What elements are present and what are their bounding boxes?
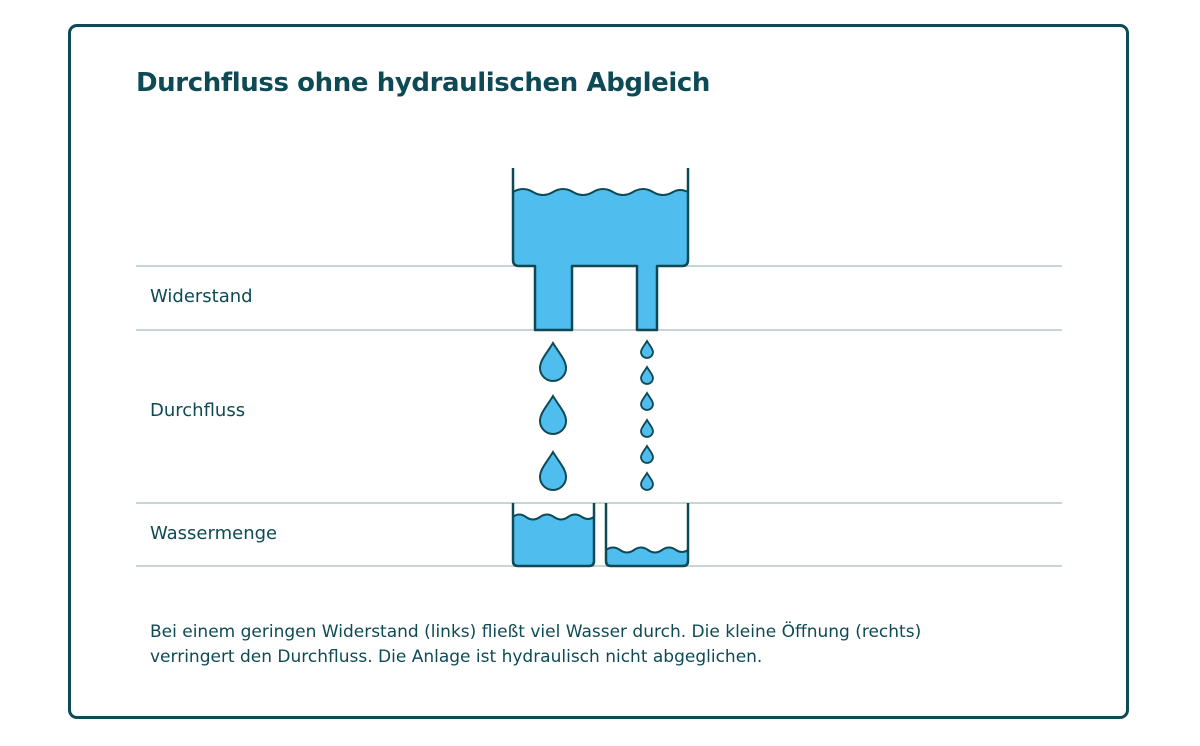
row-label-durchfluss: Durchfluss [150, 400, 246, 421]
collection-container-icon [513, 503, 594, 566]
water-drop-icon [641, 473, 653, 490]
row-label-widerstand: Widerstand [150, 286, 253, 307]
caption-line-1: Bei einem geringen Widerstand (links) fließt viel Wasser durch. Die kleine Öffnung (rechts) [150, 622, 922, 642]
row-dividers [136, 266, 1062, 566]
water-drop-icon [540, 452, 566, 490]
water-drop-icon [641, 341, 653, 358]
water-drop-icon [641, 393, 653, 410]
small-drops [641, 341, 653, 490]
row-label-wassermenge: Wassermenge [150, 523, 278, 544]
water-drop-icon [540, 396, 566, 434]
water-tank-icon [513, 168, 688, 330]
water-drop-icon [540, 343, 566, 381]
container-water-right [606, 548, 688, 567]
collection-container-icon [606, 503, 688, 566]
tank-water [513, 189, 688, 330]
water-drop-icon [641, 420, 653, 437]
caption-line-2: verringert den Durchfluss. Die Anlage ist hydraulisch nicht abgeglichen. [150, 647, 763, 667]
page-title: Durchfluss ohne hydraulischen Abgleich [136, 68, 711, 98]
large-drops [540, 343, 566, 490]
container-water-left [513, 515, 594, 567]
water-drop-icon [641, 367, 653, 384]
water-drop-icon [641, 446, 653, 463]
caption [150, 620, 1050, 670]
